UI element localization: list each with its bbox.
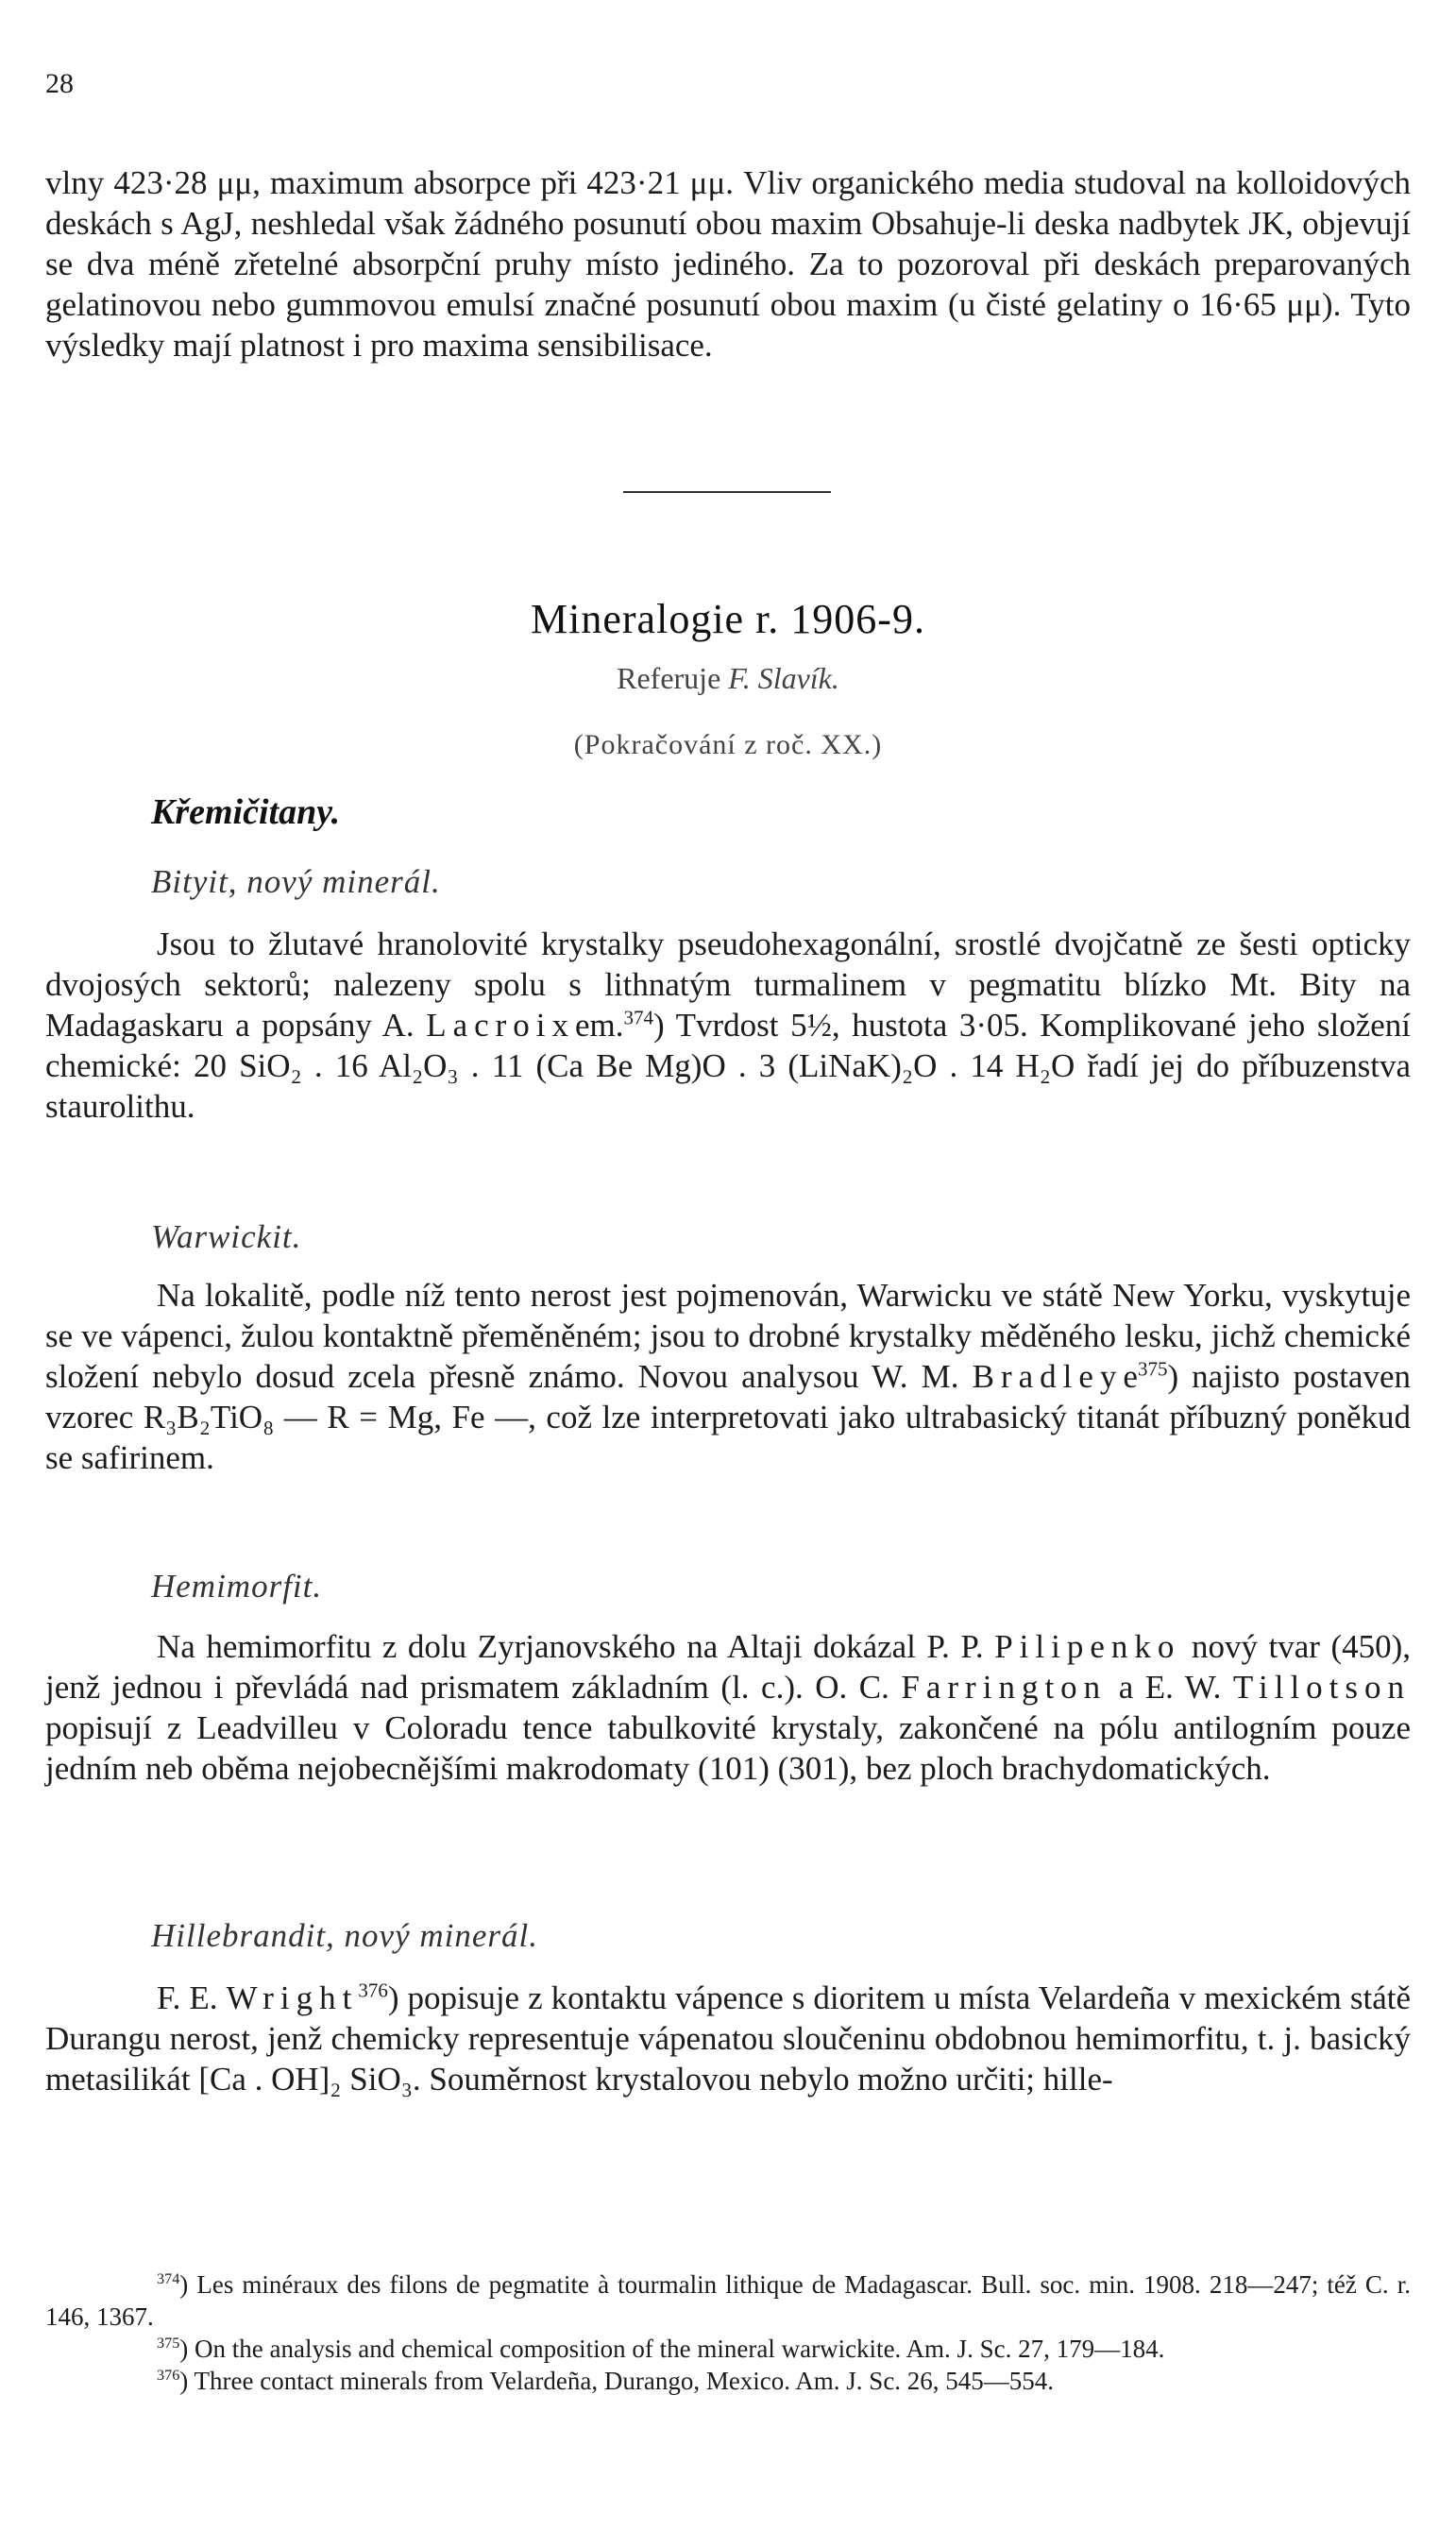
warwickit-text-2: e — [1123, 1358, 1138, 1395]
hemimorfit-text-1: Na hemimorfitu z dolu Zyrjanovského na Altaji dokázal P. P. — [157, 1628, 984, 1665]
bityit-text-1: Jsou to žlutavé hranolovité krystalky pseudohexagonální, srostlé dvojčatně ze šesti opticky dvojosých sektorů; nalezeny spolu s lithnatým turmalinem v pegmatitu blízko Mt. Bity na Madagaskaru a popsány A. — [45, 926, 1411, 1044]
bityit-block — [45, 924, 1411, 1127]
footnote-number: 374 — [157, 2270, 180, 2287]
warwickit-text-1: Na lokalitě, podle níž tento nerost jest pojmenován, Warwicku ve státě New Yorku, vyskytuje se ve vápenci, žulou kontaktně přeměněném; jsou to drobné krystalky měděného lesku, jichž chemické složení nebylo dosud zcela přesně známo. Novou analysou W. M. — [45, 1277, 1411, 1395]
intro-paragraph: vlny 423·28 μμ, maximum absorpce při 423·21 μμ. Vliv organického media studoval na kolloidových deskách s AgJ, neshledal však žádného posunutí obou maxim Obsahuje-li deska nadbytek JK, objevují se dva méně zřetelné absorpční pruhy místo jediného. Za to pozoroval při deskách preparovaných gelatinovou nebo gummovou emulsí značné posunutí obou maxim (u čisté gelatiny o 16·65 μμ). Tyto výsledky mají platnost i pro maxima sensibilisace. — [45, 164, 1411, 364]
footnote-text: ) Les minéraux des filons de pegmatite à tourmalin lithique de Madagascar. Bull. soc. min. 1908. 218—247; též C. r. 146, 1367. — [45, 2270, 1411, 2331]
hemimorfit-heading: Hemimorfit. — [151, 1568, 323, 1605]
category-heading: Křemičitany. — [151, 792, 341, 832]
footnote-ref-376[interactable]: 376 — [358, 1979, 388, 2002]
hemimorfit-author-3: Tillotson — [1232, 1669, 1412, 1706]
byline-author: F. Slavík. — [728, 661, 839, 695]
bityit-paragraph — [45, 924, 1411, 1127]
footnote-text: ) Three contact minerals from Velardeña, Durango, Mexico. Am. J. Sc. 26, 545—554. — [179, 2367, 1055, 2395]
hemimorfit-text-4: popisují z Leadvilleu v Coloradu tence tabulkovité krystaly, zakončené na pólu antilogním pouze jedním neb oběma nejobecnějšími makrodomaty (101) (301), bez ploch brachydomatických. — [45, 1709, 1411, 1787]
footnote-376 — [45, 2365, 1411, 2397]
hillebrandit-block — [45, 1978, 1411, 2099]
bityit-heading: Bityit, nový minerál. — [151, 863, 441, 900]
hemimorfit-paragraph — [45, 1626, 1411, 1789]
footnote-number: 376 — [157, 2367, 180, 2384]
page-number: 28 — [45, 68, 74, 99]
warwickit-paragraph — [45, 1275, 1411, 1478]
footnote-ref-375[interactable]: 375 — [1137, 1357, 1168, 1381]
separator-rule — [623, 491, 831, 493]
hillebrandit-text-2: ) popisuje z kontaktu vápence s dioritem u místa Velardeña v mexickém státě Durangu nerost, jenž chemicky representuje vápenatou sloučeninu obdobnou hemimorfitu, t. j. basický metasilikát [Ca . OH]₂ SiO₃. Souměrnost krystalovou nebylo možno určiti; hille- — [45, 1979, 1411, 2098]
hillebrandit-author: Wright — [226, 1979, 359, 2016]
warwickit-block — [45, 1275, 1411, 1478]
hillebrandit-paragraph — [45, 1978, 1411, 2099]
hemimorfit-text-2: nový tvar (450), jenž jednou i převládá nad prismatem základním (l. c.). O. C. — [45, 1628, 1412, 1706]
warwickit-heading: Warwickit. — [151, 1218, 302, 1255]
byline — [0, 661, 1456, 696]
footnote-374 — [45, 2268, 1411, 2333]
hemimorfit-author-1: Pilipenko — [994, 1628, 1181, 1665]
warwickit-text-3: ) najisto postaven vzorec R₃B₂TiO₈ — R = Mg, Fe —, což lze interpretovati jako ultrabasický titanát příbuzný poněkud se safirinem. — [45, 1358, 1411, 1476]
footnote-ref-374[interactable]: 374 — [623, 1006, 654, 1029]
continuation-note: (Pokračování z roč. XX.) — [573, 729, 883, 760]
byline-prefix: Referuje — [617, 661, 721, 695]
footnotes — [45, 2268, 1411, 2397]
bityit-text-2: em. — [575, 1007, 624, 1044]
footnote-number: 375 — [157, 2335, 180, 2352]
hillebrandit-text-1: F. E. — [157, 1979, 218, 2016]
bityit-text-3: ) Tvrdost 5½, hustota 3·05. Komplikované jeho složení chemické: 20 SiO₂ . 16 Al₂O₃ . 11 (Ca Be Mg)O . 3 (LiNaK)₂O . 14 H₂O řadí jej do příbuzenstva staurolithu. — [45, 1007, 1411, 1125]
intro-block — [45, 162, 1411, 365]
hemimorfit-block — [45, 1626, 1411, 1789]
hillebrandit-heading: Hillebrandit, nový minerál. — [151, 1917, 539, 1954]
bityit-author: Lacroix — [426, 1007, 576, 1044]
section-title: Mineralogie r. 1906-9. — [531, 596, 925, 642]
hemimorfit-author-2: Farrington — [901, 1669, 1108, 1706]
footnote-375 — [45, 2333, 1411, 2365]
footnote-text: ) On the analysis and chemical composition of the mineral warwickite. Am. J. Sc. 27, 179—184. — [179, 2335, 1165, 2363]
warwickit-author: Bradley — [972, 1358, 1124, 1395]
hemimorfit-text-3: a E. W. — [1118, 1669, 1222, 1706]
